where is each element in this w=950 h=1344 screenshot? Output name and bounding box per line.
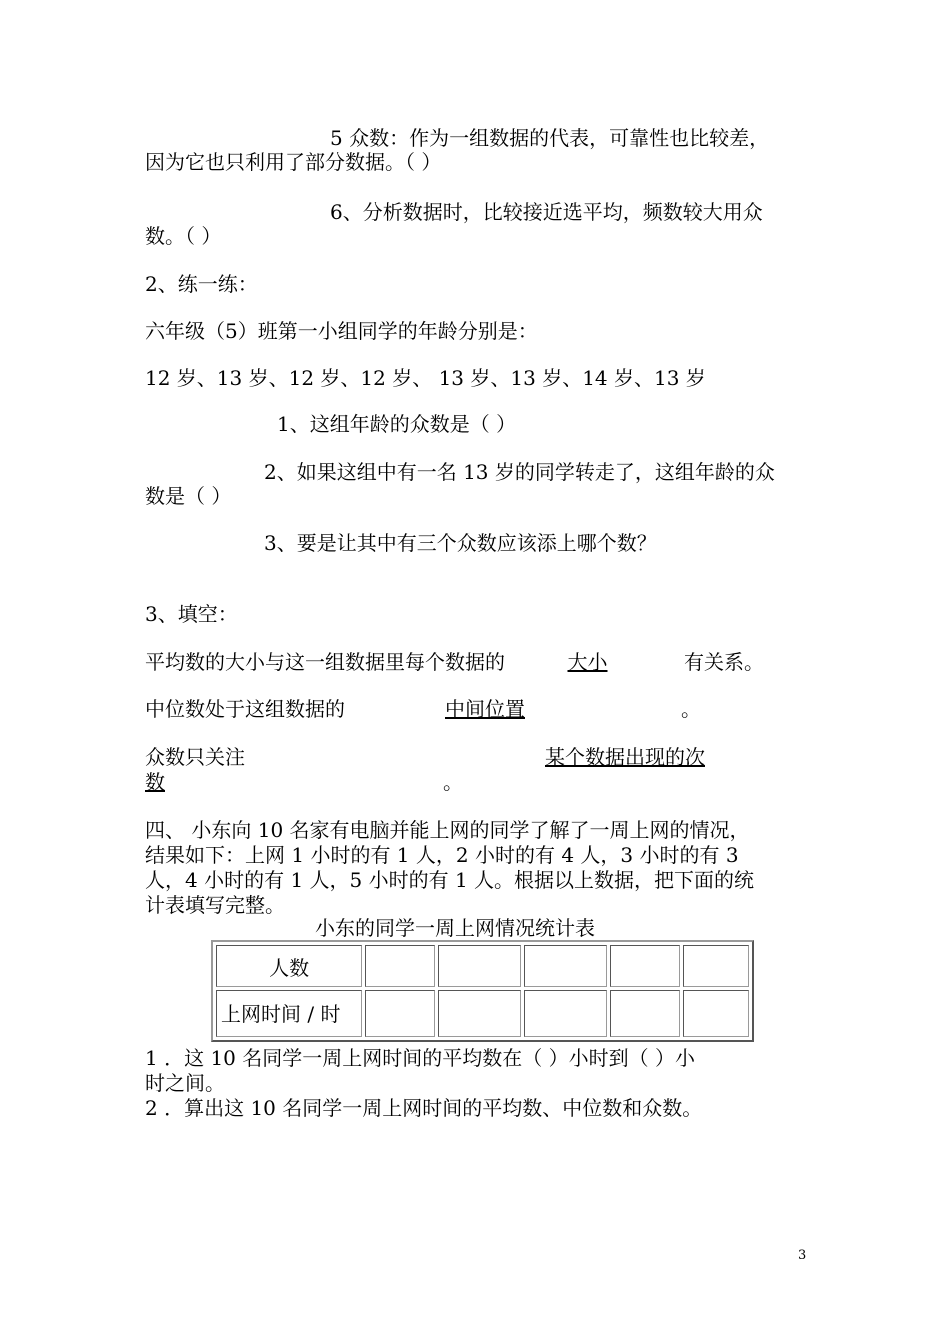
fill-1-answer — [505, 650, 670, 674]
fill-line-1 — [145, 650, 764, 674]
section4-question1-line2: 时之间。 — [145, 1071, 225, 1095]
fill-1-answer-text: 大小 — [567, 650, 608, 674]
table-row-label-hours: 上网时间 / 时 — [216, 990, 362, 1037]
fill-line-3b — [145, 770, 463, 794]
fill-3-answer-b — [145, 770, 433, 794]
table-row — [216, 945, 749, 987]
section4-question1-line1: 1 ．这 10 名同学一周上网时间的平均数在（ ）小时到（ ）小 — [145, 1046, 695, 1070]
table-cell[interactable] — [683, 990, 749, 1037]
fill-3-answer-text-b: 数 — [145, 770, 165, 794]
table-row-label-people: 人数 — [216, 945, 362, 987]
question-3: 3、要是让其中有三个众数应该添上哪个数？ — [264, 531, 657, 555]
table-cell[interactable] — [365, 945, 435, 987]
table-cell[interactable] — [524, 990, 607, 1037]
fill-1-prefix: 平均数的大小与这一组数据里每个数据的 — [145, 650, 505, 674]
fill-2-answer-text: 中间位置 — [445, 697, 525, 721]
fill-3-answer-text-a: 某个数据出现的次 — [545, 745, 705, 769]
fill-3-answer-a — [245, 745, 725, 769]
fill-2-prefix: 中位数处于这组数据的 — [145, 697, 345, 721]
fill-line-3a — [145, 745, 725, 769]
fill-3-suffix: 。 — [443, 770, 463, 794]
item-6-line1: 6、分析数据时，比较接近选平均，频数较大用众 — [330, 200, 763, 224]
question-1: 1、这组年龄的众数是（ ） — [277, 412, 517, 436]
table-title: 小东的同学一周上网情况统计表 — [315, 916, 595, 940]
table-cell[interactable] — [683, 945, 749, 987]
section4-line4: 计表填写完整。 — [145, 893, 285, 917]
section4-line1: 四、 小东向 10 名家有电脑并能上网的同学了解了一周上网的情况， — [145, 818, 750, 842]
statistics-table — [211, 940, 754, 1042]
fill-2-suffix: 。 — [681, 697, 701, 721]
fill-heading: 3、填空： — [145, 602, 238, 626]
table-cell[interactable] — [610, 945, 680, 987]
fill-3-prefix: 众数只关注 — [145, 745, 245, 769]
table-cell[interactable] — [524, 945, 607, 987]
table-cell[interactable] — [438, 990, 521, 1037]
item-5-line2: 因为它也只利用了部分数据。（ ） — [145, 150, 442, 174]
section4-line2: 结果如下：上网 1 小时的有 1 人，2 小时的有 4 人，3 小时的有 3 — [145, 843, 739, 867]
question-2-line2: 数是（ ） — [145, 484, 232, 508]
item-6-line2: 数。（ ） — [145, 224, 222, 248]
fill-line-2 — [145, 697, 701, 721]
fill-2-answer — [345, 697, 667, 721]
ages-list: 12 岁、13 岁、12 岁、12 岁、 13 岁、13 岁、14 岁、13 岁 — [145, 366, 706, 390]
practice-intro: 六年级（5）班第一小组同学的年龄分别是： — [145, 319, 538, 343]
page-number: 3 — [798, 1248, 807, 1263]
fill-1-suffix: 有关系。 — [684, 650, 764, 674]
table-cell[interactable] — [610, 990, 680, 1037]
item-5-line1: 5 众数：作为一组数据的代表，可靠性也比较差， — [330, 126, 770, 150]
question-2-line1: 2、如果这组中有一名 13 岁的同学转走了，这组年龄的众 — [264, 460, 775, 484]
table-row — [216, 990, 749, 1037]
practice-heading: 2、练一练： — [145, 272, 258, 296]
table-cell[interactable] — [438, 945, 521, 987]
table-cell[interactable] — [365, 990, 435, 1037]
section4-line3: 人，4 小时的有 1 人，5 小时的有 1 人。根据以上数据，把下面的统 — [145, 868, 755, 892]
section4-question2: 2 ．算出这 10 名同学一周上网时间的平均数、中位数和众数。 — [145, 1096, 703, 1120]
